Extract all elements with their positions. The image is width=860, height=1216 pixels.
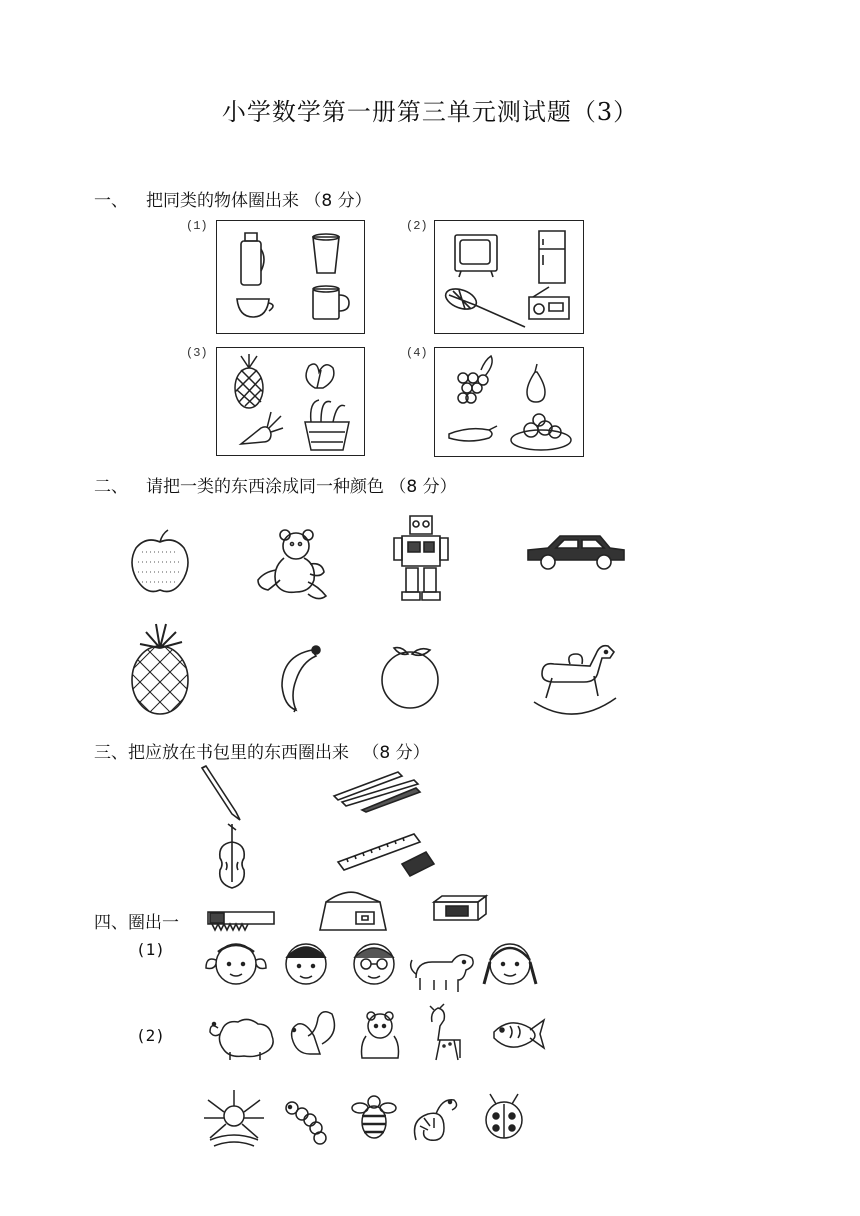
classification-box-3: [216, 347, 365, 456]
box-label: (3): [186, 346, 208, 360]
pineapple-icon: [235, 354, 263, 408]
section-text: 把应放在书包里的东西圈出来: [128, 743, 349, 763]
section-number: 一、: [94, 191, 128, 211]
robot-icon: [392, 512, 450, 604]
boy-icon: [286, 944, 326, 984]
section-3-heading: [94, 738, 430, 763]
row-label: (2): [136, 1026, 165, 1045]
pencil-icon: [200, 762, 246, 822]
ruler-sharpener-icon: [334, 830, 444, 876]
banana-icon: [272, 642, 326, 714]
box-label: (1): [186, 219, 208, 233]
vegetable-basket-icon: [305, 400, 349, 450]
mug-icon: [313, 286, 349, 319]
thermos-icon: [241, 233, 264, 285]
radish-icon: [241, 412, 283, 444]
bear-icon: [362, 1012, 399, 1058]
schoolbag-icon: [314, 890, 392, 936]
glass-icon: [313, 234, 339, 273]
bee-icon: [352, 1096, 396, 1138]
classification-box-2: [434, 220, 584, 334]
eggplant-icon: [449, 426, 497, 441]
ladybug-icon: [486, 1094, 522, 1138]
section-1-heading: [94, 186, 372, 211]
apple-icon: [128, 528, 192, 598]
section-number: 二、: [94, 477, 128, 497]
spider-icon: [204, 1090, 264, 1146]
violin-icon: [212, 822, 252, 892]
orange-icon: [378, 644, 442, 708]
grapes-icon: [458, 356, 492, 403]
pens-icon: [332, 770, 422, 814]
people-row: [202, 934, 542, 994]
eraser-icon: [432, 894, 488, 924]
classification-box-1: [216, 220, 365, 334]
section-4-heading: [94, 908, 179, 933]
section-score: （8 分）: [389, 477, 457, 497]
row-label: (1): [136, 940, 165, 959]
small-creatures-row: [200, 1086, 540, 1150]
section-text: 圈出一: [128, 913, 179, 933]
fruit-plate-icon: [511, 414, 571, 450]
section-number: 四、: [94, 913, 128, 933]
teddy-bear-icon: [252, 526, 330, 600]
page-title: 小学数学第一册第三单元测试题（3）: [221, 98, 639, 126]
boy-with-glasses-icon: [354, 944, 394, 984]
section-2-heading: [94, 472, 457, 497]
box-label: (2): [406, 219, 428, 233]
fruit-vegetable-illustration: [435, 348, 583, 456]
caterpillar-icon: [286, 1102, 326, 1144]
box-label: (4): [406, 346, 428, 360]
teacup-icon: [237, 299, 273, 317]
pear-icon: [527, 364, 545, 402]
refrigerator-icon: [539, 231, 565, 283]
squirrel-icon: [292, 1012, 335, 1054]
spinach-icon: [306, 364, 334, 388]
section-score: （8 分）: [304, 191, 372, 211]
rocking-horse-icon: [530, 642, 620, 724]
section-text: 把同类的物体圈出来: [146, 191, 299, 211]
kitchenware-illustration: [217, 221, 364, 333]
section-number: 三、: [94, 743, 128, 763]
car-icon: [524, 530, 628, 572]
television-icon: [455, 235, 497, 277]
tennis-racket-icon: [443, 285, 525, 327]
snake-icon: [415, 1100, 457, 1140]
produce-illustration: [217, 348, 364, 455]
section-text: 请把一类的东西涂成同一种颜色: [146, 477, 384, 497]
dog-icon: [411, 955, 473, 992]
animals-row: [204, 1004, 554, 1064]
radio-icon: [529, 287, 569, 319]
sheep-icon: [210, 1019, 273, 1060]
classification-box-4: [434, 347, 584, 457]
saw-icon: [206, 910, 276, 936]
appliance-illustration: [435, 221, 583, 333]
girl-with-braids-icon: [484, 944, 536, 984]
pineapple-icon: [128, 620, 192, 718]
girl-icon: [206, 944, 266, 984]
goldfish-icon: [494, 1020, 544, 1048]
section-score: （8 分）: [362, 743, 430, 763]
deer-icon: [430, 1004, 460, 1060]
